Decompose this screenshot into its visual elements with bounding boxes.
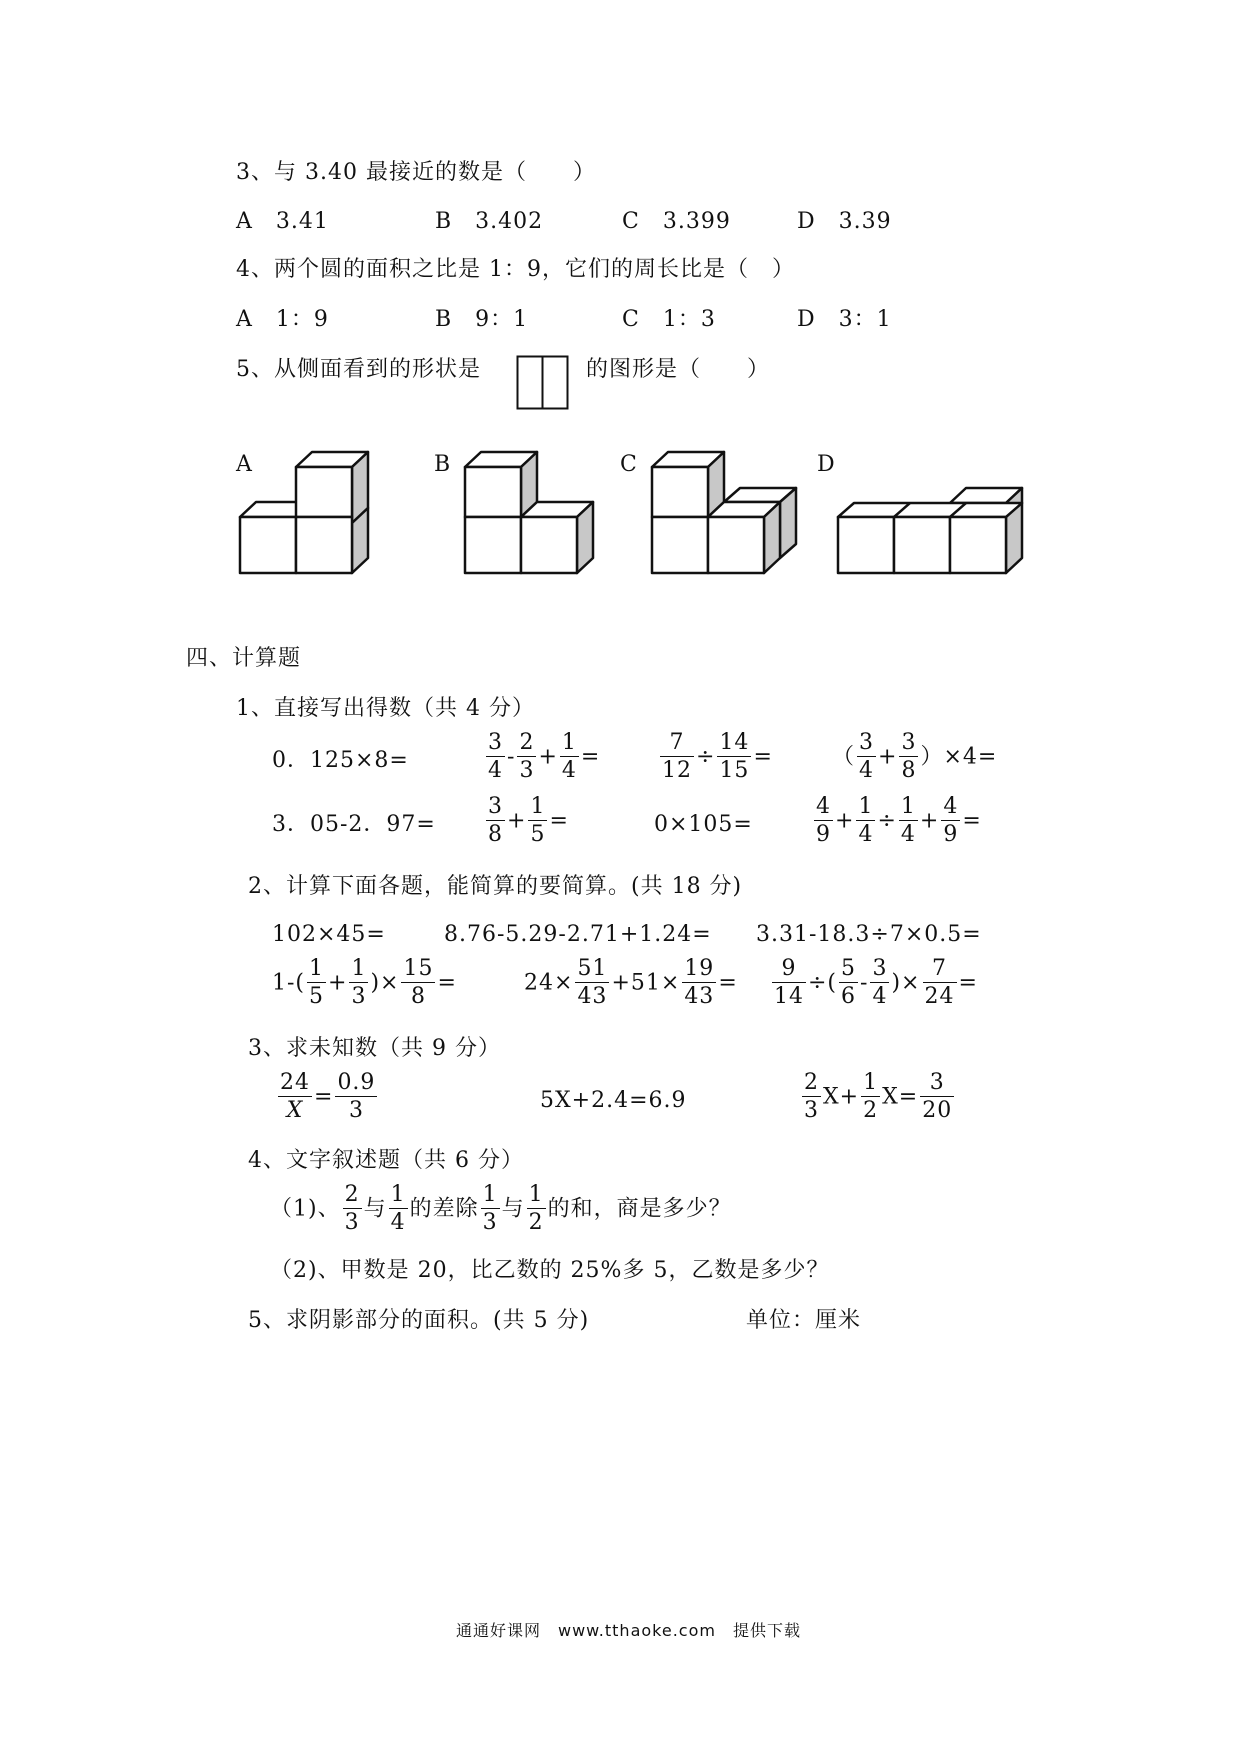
figure-label-c: C <box>620 452 638 477</box>
p4-question-2: （2)、甲数是 20，比乙数的 25%多 5，乙数是多少？ <box>270 1258 830 1283</box>
p1-expr-4: （ $\frac{3}{4}$ + $\frac{3}{8}$ ）×4= <box>832 730 998 783</box>
p4-question-1: （1)、 $\frac{2}{3}$ 与 $\frac{1}{4}$ 的差除 $\frac{1}{3}$ 与 $\frac{1}{2}$ 的和，商是多少？ <box>270 1182 732 1235</box>
q4-option-a: A 1：9 <box>236 307 329 332</box>
q3-text: 3、与 3.40 最接近的数是（ ） <box>236 160 596 185</box>
p2-expr-3: 3.31-18.3÷7×0.5= <box>756 922 982 947</box>
q3-option-d: D 3.39 <box>797 209 892 234</box>
part1-title: 1、直接写出得数（共 4 分） <box>236 696 535 721</box>
p2-expr-5: 24× $\frac{51}{43}$ +51× $\frac{19}{43}$ = <box>524 956 738 1009</box>
q3-option-b: B 3.402 <box>435 209 544 234</box>
q3-option-c: C 3.399 <box>622 209 731 234</box>
part3-title: 3、求未知数（共 9 分） <box>248 1036 501 1061</box>
p1-expr-3: $\frac{7}{12}$ ÷ $\frac{14}{15}$ = <box>662 730 773 783</box>
figure-label-b: B <box>434 452 452 477</box>
p1-expr-6: $\frac{3}{8}$ + $\frac{1}{5}$ = <box>488 794 569 847</box>
q4-option-d: D 3：1 <box>797 307 892 332</box>
p3-equation-3: $\frac{2}{3}$ X+ $\frac{1}{2}$ X= $\frac{3}{20}$ <box>804 1070 953 1123</box>
p2-expr-4: 1-( $\frac{1}{5}$ + $\frac{1}{3}$ )× $\frac{15}{8}$ = <box>272 956 457 1009</box>
q4-text: 4、两个圆的面积之比是 1：9，它们的周长比是（ ） <box>236 257 795 282</box>
cube-figure-c <box>650 450 805 575</box>
figure-label-a: A <box>236 452 253 477</box>
p3-equation-1: $\frac{24}{X}$ = $\frac{0.9}{3}$ <box>280 1070 376 1123</box>
p1-expr-8: $\frac{4}{9}$ + $\frac{1}{4}$ ÷ $\frac{1}{4}$ + $\frac{4}{9}$ = <box>816 794 982 847</box>
cube-figure-b <box>463 450 603 575</box>
p1-expr-5: 3．05-2．97= <box>272 812 436 837</box>
q5-text-after: 的图形是（ ） <box>586 357 771 382</box>
part2-title: 2、计算下面各题，能简算的要简算。(共 18 分) <box>248 874 743 899</box>
q4-option-c: C 1：3 <box>622 307 716 332</box>
part4-title: 4、文字叙述题（共 6 分） <box>248 1148 524 1173</box>
q5-text-before: 5、从侧面看到的形状是 <box>236 357 481 382</box>
p2-expr-1: 102×45= <box>272 922 386 947</box>
q4-option-b: B 9：1 <box>435 307 529 332</box>
section4-title: 四、计算题 <box>186 646 302 671</box>
figure-label-d: D <box>817 452 836 477</box>
p2-expr-2: 8.76-5.29-2.71+1.24= <box>444 922 712 947</box>
q3-option-a: A 3.41 <box>236 209 329 234</box>
cube-figure-d <box>836 484 1046 576</box>
footer-text: 通通好课网 www.tthaoke.com 提供下载 <box>456 1621 801 1640</box>
side-view-icon <box>516 355 570 411</box>
p2-expr-6: $\frac{9}{14}$ ÷( $\frac{5}{6}$ - $\frac{3}{4}$ )× $\frac{7}{24}$ = <box>774 956 978 1009</box>
p1-expr-7: 0×105= <box>654 812 753 837</box>
p3-equation-2: 5X+2.4=6.9 <box>540 1088 687 1113</box>
p1-expr-1: 0．125×8= <box>272 748 409 773</box>
p1-expr-2: $\frac{3}{4}$ - $\frac{2}{3}$ + $\frac{1}{4}$ = <box>488 730 601 783</box>
part5-title: 5、求阴影部分的面积。(共 5 分) <box>248 1308 590 1333</box>
cube-figure-a <box>238 450 378 575</box>
unit-label: 单位：厘米 <box>746 1308 862 1333</box>
